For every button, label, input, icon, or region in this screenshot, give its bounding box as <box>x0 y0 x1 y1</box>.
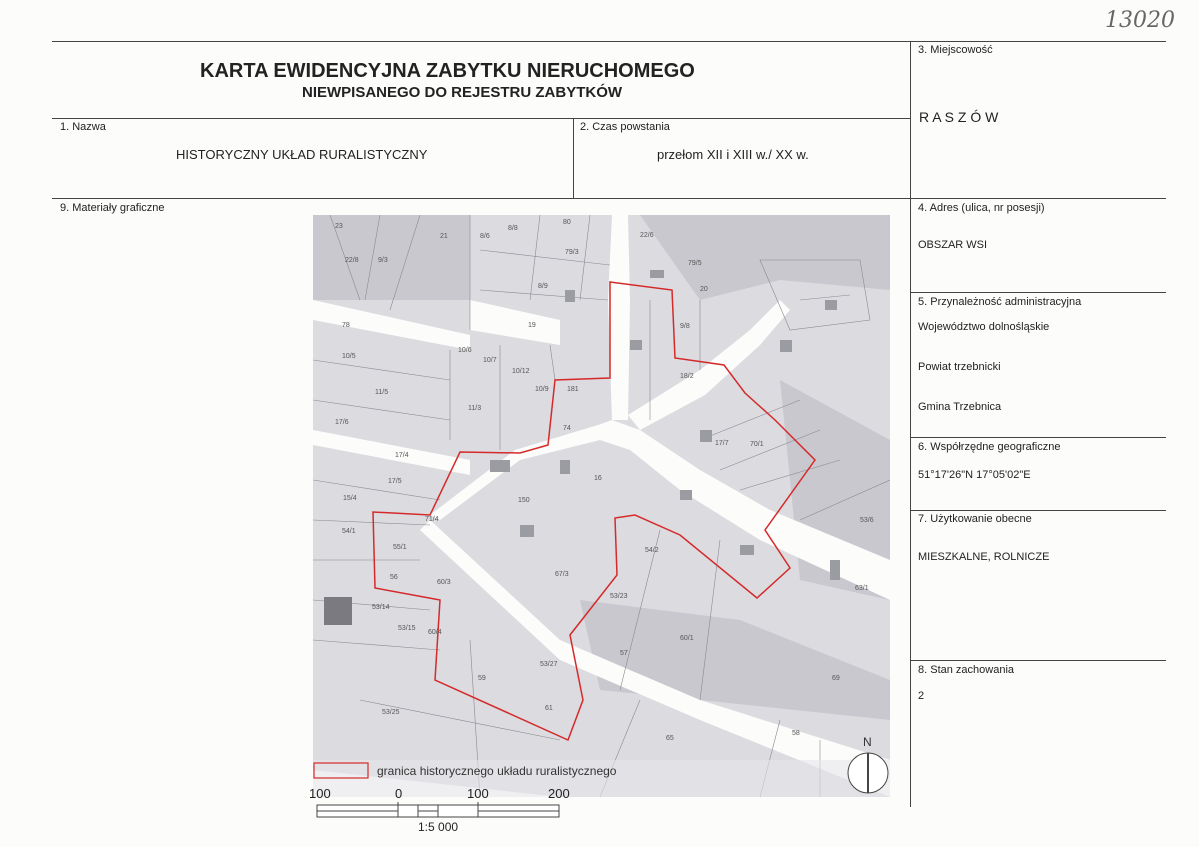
divider <box>52 41 1166 42</box>
dark-parcel <box>324 597 352 625</box>
parcel-number: 8/9 <box>538 283 548 290</box>
parcel-number: 17/4 <box>395 452 409 459</box>
scale-bar-graphic <box>315 802 565 820</box>
parcel-number: 78 <box>342 322 350 329</box>
adres-label: 4. Adres (ulica, nr posesji) <box>918 202 1045 214</box>
parcel-number: 74 <box>563 425 571 432</box>
scale-tick: 100 <box>467 786 489 801</box>
parcel-number: 23 <box>335 223 343 230</box>
materialy-label: 9. Materiały graficzne <box>60 202 165 214</box>
parcel-number: 53/27 <box>540 661 558 668</box>
scale-tick: 100 <box>309 786 331 801</box>
card-title: KARTA EWIDENCYJNA ZABYTKU NIERUCHOMEGO <box>200 60 695 82</box>
parcel-number: 18/2 <box>680 373 694 380</box>
parcel-number: 67/3 <box>555 571 569 578</box>
parcel-number: 17/7 <box>715 440 729 447</box>
wspolrzedne-label: 6. Współrzędne geograficzne <box>918 441 1061 453</box>
parcel-number: 60/3 <box>437 579 451 586</box>
powiat-value: Powiat trzebnicki <box>918 361 1001 373</box>
parcel-number: 61 <box>545 705 553 712</box>
parcel-number: 53/23 <box>610 593 628 600</box>
divider <box>52 198 1166 199</box>
parcel-number: 60/4 <box>428 629 442 636</box>
stan-label: 8. Stan zachowania <box>918 664 1015 676</box>
stan-value: 2 <box>918 690 925 702</box>
scale-tick: 200 <box>548 786 570 801</box>
uzytkowanie-label: 7. Użytkowanie obecne <box>918 513 1032 525</box>
parcel-number: 79/3 <box>565 249 579 256</box>
parcel-number: 53/15 <box>398 625 416 632</box>
parcel-number: 10/5 <box>342 353 356 360</box>
parcel-number: 53/25 <box>382 709 400 716</box>
parcel-number: 11/3 <box>468 405 482 412</box>
parcel-number: 17/5 <box>388 478 402 485</box>
czas-value: przełom XII i XIII w./ XX w. <box>657 147 809 162</box>
parcel-number: 53/6 <box>860 517 874 524</box>
parcel-number: 60/1 <box>680 635 694 642</box>
parcel-number: 9/3 <box>378 257 388 264</box>
parcel-number: 56 <box>390 574 398 581</box>
adres-value: OBSZAR WSI <box>918 239 988 251</box>
parcel-number: 65 <box>666 735 674 742</box>
parcel-number: 16 <box>594 475 602 482</box>
parcel-number: 9/8 <box>680 323 690 330</box>
przynaleznosc-label: 5. Przynależność administracyjna <box>918 296 1082 308</box>
divider <box>910 41 911 807</box>
parcel-number: 22/6 <box>640 232 654 239</box>
parcel-number: 10/9 <box>535 386 549 393</box>
uzytkowanie-value: MIESZKALNE, ROLNICZE <box>918 551 1050 563</box>
scale-ratio: 1:5 000 <box>418 820 459 834</box>
parcel-number: 70/1 <box>750 441 764 448</box>
nazwa-value: HISTORYCZNY UKŁAD RURALISTYCZNY <box>176 147 428 162</box>
parcel-number: 10/6 <box>458 347 472 354</box>
north-label: N <box>863 735 872 749</box>
divider <box>910 437 1166 438</box>
cadastral-map <box>313 215 890 797</box>
parcel-number: 150 <box>518 497 530 504</box>
parcel-number: 79/5 <box>688 260 702 267</box>
miejscowosc-value: R A S Z Ó W <box>919 109 999 125</box>
czas-label: 2. Czas powstania <box>580 121 670 133</box>
parcel-number: 54/2 <box>645 547 659 554</box>
scale-tick: 0 <box>395 786 403 801</box>
miejscowosc-label: 3. Miejscowość <box>918 44 993 56</box>
parcel-number: 181 <box>567 386 579 393</box>
parcel-number: 10/12 <box>512 368 530 375</box>
parcel-number: 57 <box>620 650 628 657</box>
parcel-number: 58 <box>792 730 800 737</box>
divider <box>910 292 1166 293</box>
divider <box>52 118 910 119</box>
wojewodztwo-value: Województwo dolnośląskie <box>918 321 1050 333</box>
parcel-number: 8/6 <box>480 233 490 240</box>
parcel-number: 21 <box>440 233 448 240</box>
handwritten-number: 13020 <box>1105 8 1175 33</box>
parcel-number: 59 <box>478 675 486 682</box>
parcel-number: 80 <box>563 219 571 226</box>
nazwa-label: 1. Nazwa <box>60 121 106 133</box>
divider <box>910 660 1166 661</box>
card-subtitle: NIEWPISANEGO DO REJESTRU ZABYTKÓW <box>302 84 623 101</box>
divider <box>573 118 574 198</box>
parcel-number: 69 <box>832 675 840 682</box>
gmina-value: Gmina Trzebnica <box>918 401 1002 413</box>
legend-text: granica historycznego układu ruralistycznego <box>377 764 617 778</box>
wspolrzedne-value: 51°17'26"N 17°05'02"E <box>918 469 1031 481</box>
parcel-number: 53/14 <box>372 604 390 611</box>
parcel-number: 15/4 <box>343 495 357 502</box>
parcel-number: 63/1 <box>855 585 869 592</box>
parcel-number: 17/6 <box>335 419 349 426</box>
parcel-number: 22/8 <box>345 257 359 264</box>
parcel-number: 55/1 <box>393 544 407 551</box>
parcel-number: 54/1 <box>342 528 356 535</box>
parcel-number: 10/7 <box>483 357 497 364</box>
parcel-number: 19 <box>528 322 536 329</box>
parcel-number: 8/8 <box>508 225 518 232</box>
parcel-number: 20 <box>700 286 708 293</box>
parcel-number: 11/5 <box>375 389 389 396</box>
divider <box>910 510 1166 511</box>
parcel-number: 71/4 <box>425 516 439 523</box>
